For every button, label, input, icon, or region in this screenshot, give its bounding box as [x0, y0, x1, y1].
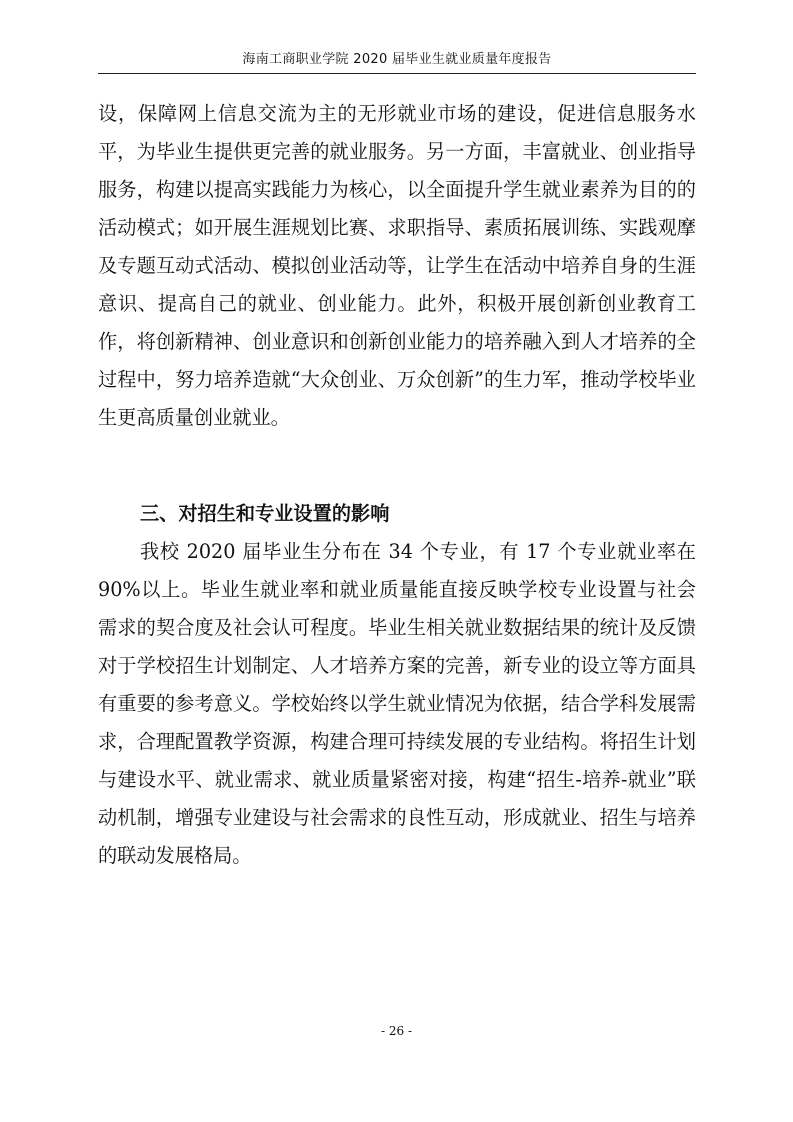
- running-header: 海南工商职业学院 2020 届毕业生就业质量年度报告: [242, 52, 552, 67]
- page-number: - 26 -: [380, 1024, 412, 1038]
- body-paragraph: 设，保障网上信息交流为主的无形就业市场的建设，促进信息服务水平，为毕业生提供更完善的就业服务。另一方面，丰富就业、创业指导服务，构建以提高实践能力为核心，以全面提升学生就业素养为目的的活动模式；如开展生涯规划比赛、求职指导、素质拓展训练、实践观摩及专题互动式活动、模拟创业活动等，让学生在活动中培养自身的生涯意识、提高自己的就业、创业能力。此外，积极开展创新创业教育工作，将创新精神、创业意识和创新创业能力的培养融入到人才培养的全过程中，努力培养造就“大众创业、万众创新”的生力军，推动学校毕业生更高质量创业就业。: [98, 102, 696, 429]
- header-divider: [98, 73, 696, 74]
- body-paragraph: 我校 2020 届毕业生分布在 34 个专业，有 17 个专业就业率在 90%以上。毕业生就业率和就业质量能直接反映学校专业设置与社会需求的契合度及社会认可程度。毕业生相关就业数据结果的统计及反馈对于学校招生计划制定、人才培养方案的完善，新专业的设立等方面具有重要的参考意义。学校始终以学生就业情况为依据，结合学科发展需求，合理配置教学资源，构建合理可持续发展的专业结构。将招生计划与建设水平、就业需求、就业质量紧密对接，构建“招生-培养-就业”联动机制，增强专业建设与社会需求的良性互动，形成就业、招生与培养的联动发展格局。: [98, 540, 696, 867]
- section-heading: 三、对招生和专业设置的影响: [140, 502, 390, 525]
